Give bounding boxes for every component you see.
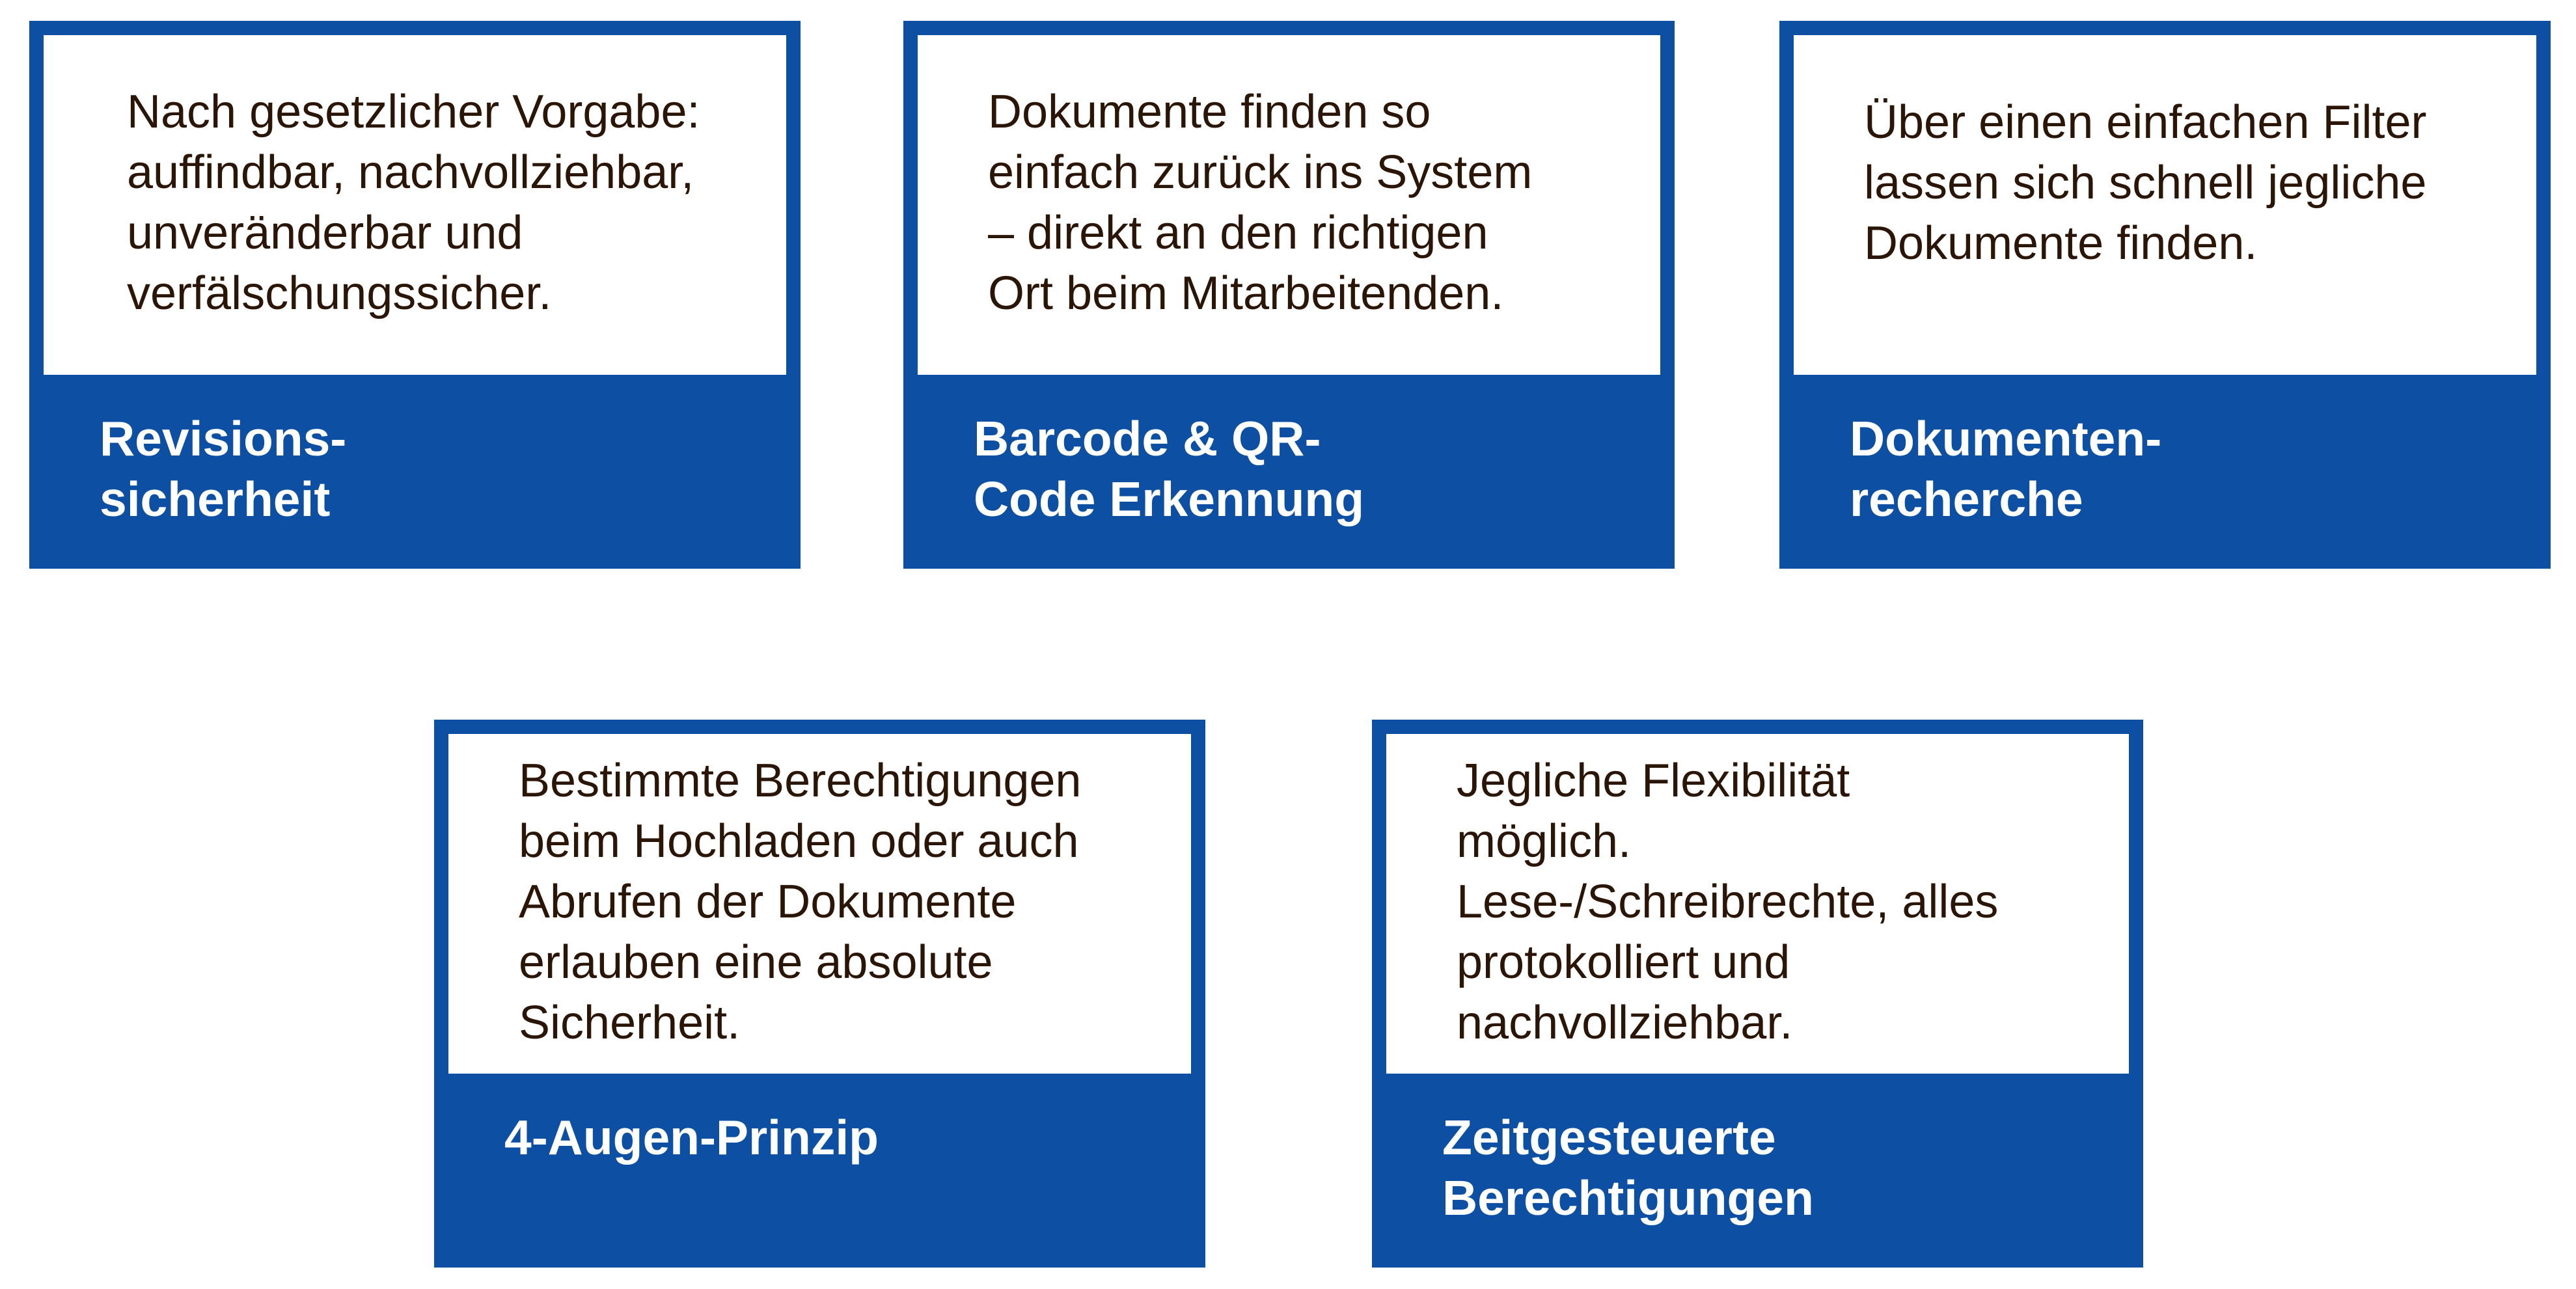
feature-card-revisionssicherheit <box>29 21 801 569</box>
card-description: Jegliche Flexibilität möglich. Lese-/Schreibrechte, alles protokolliert und nachvollziehbar. <box>1457 755 1999 1049</box>
card-description-box <box>44 35 786 375</box>
card-title: Zeitgesteuerte Berechtigungen <box>1442 1110 1814 1225</box>
card-description: Dokumente finden so einfach zurück ins System – direkt an den richtigen Ort beim Mitarbeitenden. <box>988 86 1533 319</box>
card-title: Dokumenten-recherche <box>1850 411 2162 526</box>
card-description: Über einen einfachen Filter lassen sich schnell jegliche Dokumente finden. <box>1864 96 2427 269</box>
card-description-box <box>1794 35 2536 375</box>
feature-card-dokumentenrecherche <box>1779 21 2551 569</box>
feature-card-zeitgesteuerte-berechtigungen <box>1372 720 2143 1268</box>
card-title: Barcode & QR-Code Erkennung <box>974 411 1365 526</box>
feature-card-barcode-qr <box>903 21 1675 569</box>
card-description-box <box>918 35 1660 375</box>
card-description-box <box>1386 734 2129 1074</box>
card-description-box <box>448 734 1191 1074</box>
feature-card-4-augen-prinzip <box>434 720 1205 1268</box>
card-description: Bestimmte Berechtigungen beim Hochladen oder auch Abrufen der Dokumente erlauben eine absolute Sicherheit. <box>519 755 1082 1049</box>
card-title: 4-Augen-Prinzip <box>504 1110 879 1165</box>
card-description: Nach gesetzlicher Vorgabe: auffindbar, nachvollziehbar, unveränderbar und verfälschungssicher. <box>127 86 700 319</box>
card-title: Revisions-sicherheit <box>100 411 347 526</box>
